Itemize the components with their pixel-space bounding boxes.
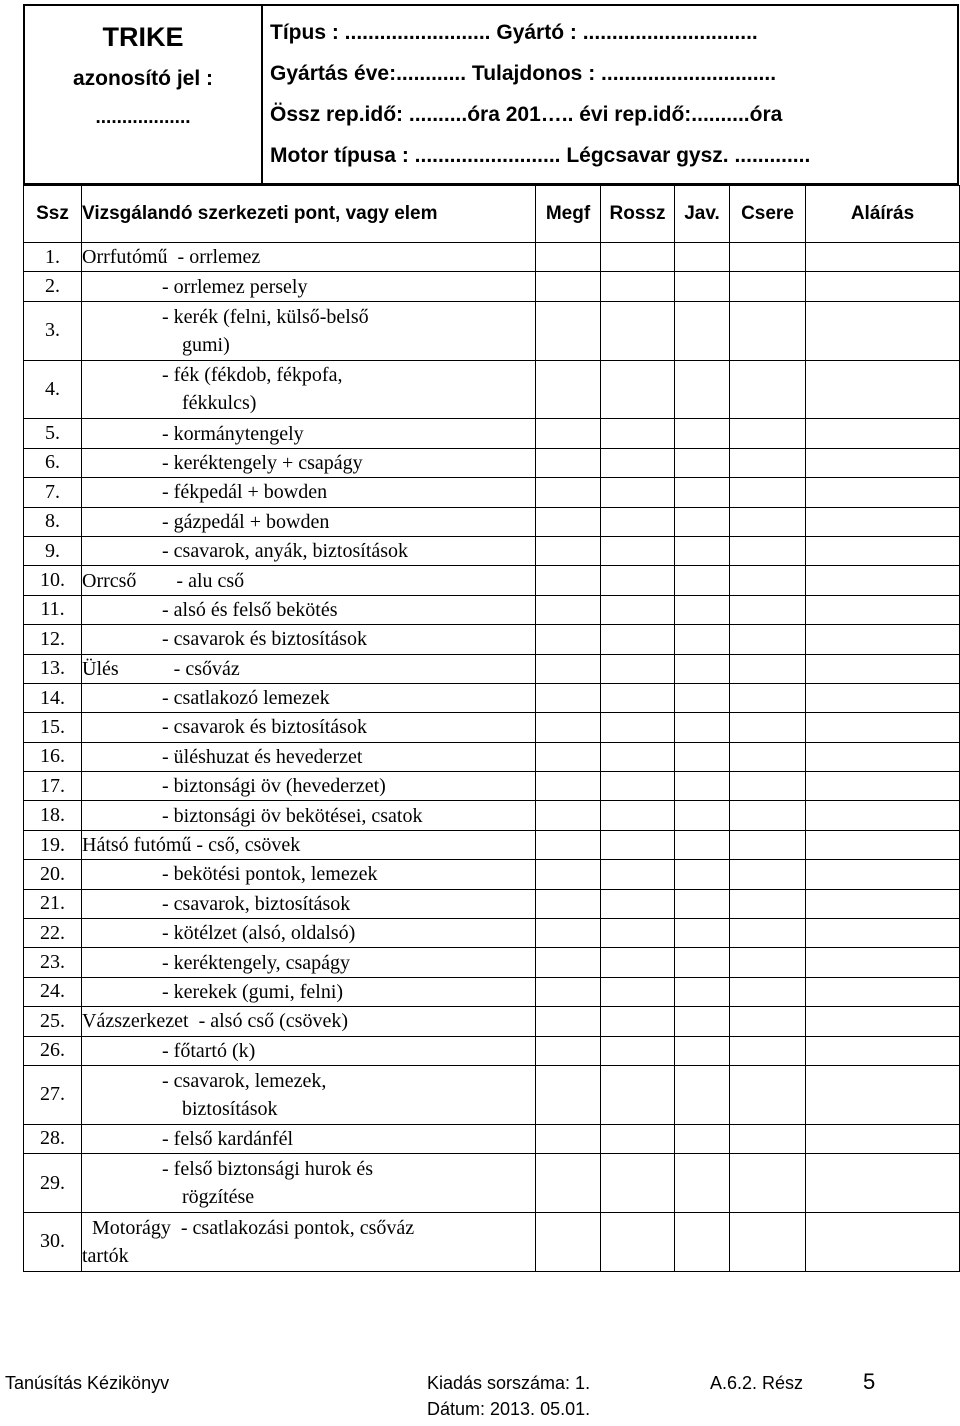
megf-cell[interactable] <box>536 860 601 889</box>
table-row <box>24 860 960 889</box>
megf-cell[interactable] <box>536 742 601 771</box>
megf-cell[interactable] <box>536 889 601 918</box>
row-number: 22. <box>24 919 82 948</box>
csere-cell[interactable] <box>730 478 806 507</box>
jav-cell[interactable] <box>675 772 730 801</box>
row-description: - csavarok, lemezek, biztosítások <box>82 1065 536 1124</box>
rossz-cell[interactable] <box>601 360 675 419</box>
rossz-cell[interactable] <box>601 713 675 742</box>
alairas-cell[interactable] <box>806 948 960 977</box>
megf-cell[interactable] <box>536 1124 601 1153</box>
csere-cell[interactable] <box>730 889 806 918</box>
col-header-jav: Jav. <box>675 186 730 243</box>
csere-cell[interactable] <box>730 713 806 742</box>
table-row <box>24 889 960 918</box>
row-description: - biztonsági öv bekötései, csatok <box>82 801 536 830</box>
csere-cell[interactable] <box>730 801 806 830</box>
alairas-cell[interactable] <box>806 448 960 477</box>
alairas-cell[interactable] <box>806 301 960 360</box>
alairas-cell[interactable] <box>806 654 960 683</box>
table-row <box>24 243 960 272</box>
rossz-cell[interactable] <box>601 1036 675 1065</box>
table-row <box>24 478 960 507</box>
alairas-cell[interactable] <box>806 830 960 859</box>
jav-cell[interactable] <box>675 243 730 272</box>
csere-cell[interactable] <box>730 243 806 272</box>
rossz-cell[interactable] <box>601 243 675 272</box>
megf-cell[interactable] <box>536 801 601 830</box>
csere-cell[interactable] <box>730 948 806 977</box>
table-row <box>24 360 960 419</box>
col-header-megf: Megf <box>536 186 601 243</box>
jav-cell[interactable] <box>675 683 730 712</box>
row-number: 1. <box>24 243 82 272</box>
rossz-cell[interactable] <box>601 625 675 654</box>
row-number: 11. <box>24 595 82 624</box>
alairas-cell[interactable] <box>806 977 960 1006</box>
csere-cell[interactable] <box>730 536 806 565</box>
csere-cell[interactable] <box>730 301 806 360</box>
csere-cell[interactable] <box>730 625 806 654</box>
megf-cell[interactable] <box>536 625 601 654</box>
row-number: 27. <box>24 1065 82 1124</box>
table-row <box>24 1154 960 1213</box>
csere-cell[interactable] <box>730 654 806 683</box>
trike-id-cell <box>25 6 263 183</box>
alairas-cell[interactable] <box>806 889 960 918</box>
row-number: 9. <box>24 536 82 565</box>
megf-cell[interactable] <box>536 1036 601 1065</box>
csere-cell[interactable] <box>730 1212 806 1271</box>
alairas-cell[interactable] <box>806 1065 960 1124</box>
csere-cell[interactable] <box>730 272 806 301</box>
info-line-motor[interactable]: Motor típusa : ......................... Légcsavar gysz. ............. <box>270 144 811 167</box>
rossz-cell[interactable] <box>601 889 675 918</box>
row-description: - kerekek (gumi, felni) <box>82 977 536 1006</box>
rossz-cell[interactable] <box>601 419 675 448</box>
row-description: - csatlakozó lemezek <box>82 683 536 712</box>
alairas-cell[interactable] <box>806 536 960 565</box>
csere-cell[interactable] <box>730 507 806 536</box>
csere-cell[interactable] <box>730 419 806 448</box>
table-row <box>24 772 960 801</box>
rossz-cell[interactable] <box>601 683 675 712</box>
csere-cell[interactable] <box>730 1007 806 1036</box>
megf-cell[interactable] <box>536 301 601 360</box>
megf-cell[interactable] <box>536 772 601 801</box>
jav-cell[interactable] <box>675 919 730 948</box>
alairas-cell[interactable] <box>806 272 960 301</box>
csere-cell[interactable] <box>730 683 806 712</box>
jav-cell[interactable] <box>675 948 730 977</box>
row-number: 12. <box>24 625 82 654</box>
row-description: - biztonsági öv (hevederzet) <box>82 772 536 801</box>
row-description: - felső biztonsági hurok és rögzítése <box>82 1154 536 1213</box>
row-number: 26. <box>24 1036 82 1065</box>
rossz-cell[interactable] <box>601 595 675 624</box>
alairas-cell[interactable] <box>806 1036 960 1065</box>
csere-cell[interactable] <box>730 860 806 889</box>
csere-cell[interactable] <box>730 1065 806 1124</box>
csere-cell[interactable] <box>730 919 806 948</box>
table-row <box>24 448 960 477</box>
table-row <box>24 1212 960 1271</box>
jav-cell[interactable] <box>675 478 730 507</box>
jav-cell[interactable] <box>675 1036 730 1065</box>
row-description: - kormánytengely <box>82 419 536 448</box>
row-number: 4. <box>24 360 82 419</box>
row-number: 25. <box>24 1007 82 1036</box>
alairas-cell[interactable] <box>806 625 960 654</box>
jav-cell[interactable] <box>675 1007 730 1036</box>
table-row <box>24 536 960 565</box>
jav-cell[interactable] <box>675 1154 730 1213</box>
alairas-cell[interactable] <box>806 713 960 742</box>
footer-resz: A.6.2. Rész <box>710 1373 804 1393</box>
megf-cell[interactable] <box>536 595 601 624</box>
rossz-cell[interactable] <box>601 478 675 507</box>
row-number: 5. <box>24 419 82 448</box>
alairas-cell[interactable] <box>806 360 960 419</box>
row-description: - főtartó (k) <box>82 1036 536 1065</box>
megf-cell[interactable] <box>536 478 601 507</box>
header-box <box>23 4 959 185</box>
info-line-repido[interactable]: Össz rep.idő: ..........óra 201….. évi rep.idő:..........óra <box>270 103 783 126</box>
alairas-cell[interactable] <box>806 595 960 624</box>
jav-cell[interactable] <box>675 507 730 536</box>
rossz-cell[interactable] <box>601 772 675 801</box>
megf-cell[interactable] <box>536 360 601 419</box>
alairas-cell[interactable] <box>806 419 960 448</box>
jav-cell[interactable] <box>675 625 730 654</box>
rossz-cell[interactable] <box>601 301 675 360</box>
table-row <box>24 595 960 624</box>
csere-cell[interactable] <box>730 1124 806 1153</box>
jav-cell[interactable] <box>675 272 730 301</box>
alairas-cell[interactable] <box>806 566 960 595</box>
rossz-cell[interactable] <box>601 1124 675 1153</box>
alairas-cell[interactable] <box>806 860 960 889</box>
rossz-cell[interactable] <box>601 948 675 977</box>
footer-page-number: 5 <box>863 1369 876 1394</box>
megf-cell[interactable] <box>536 830 601 859</box>
jav-cell[interactable] <box>675 1212 730 1271</box>
jav-cell[interactable] <box>675 742 730 771</box>
rossz-cell[interactable] <box>601 1154 675 1213</box>
table-row <box>24 654 960 683</box>
row-description: - bekötési pontok, lemezek <box>82 860 536 889</box>
table-row <box>24 1036 960 1065</box>
megf-cell[interactable] <box>536 243 601 272</box>
table-row <box>24 301 960 360</box>
jav-cell[interactable] <box>675 713 730 742</box>
row-number: 19. <box>24 830 82 859</box>
row-description: - csavarok, anyák, biztosítások <box>82 536 536 565</box>
row-number: 16. <box>24 742 82 771</box>
rossz-cell[interactable] <box>601 919 675 948</box>
table-row <box>24 1007 960 1036</box>
csere-cell[interactable] <box>730 742 806 771</box>
row-description: - fékpedál + bowden <box>82 478 536 507</box>
megf-cell[interactable] <box>536 919 601 948</box>
alairas-cell[interactable] <box>806 1124 960 1153</box>
table-row <box>24 1124 960 1153</box>
megf-cell[interactable] <box>536 566 601 595</box>
row-description: - csavarok és biztosítások <box>82 713 536 742</box>
trike-title: TRIKE <box>102 22 184 52</box>
jav-cell[interactable] <box>675 860 730 889</box>
alairas-cell[interactable] <box>806 919 960 948</box>
alairas-cell[interactable] <box>806 772 960 801</box>
row-description: - gázpedál + bowden <box>82 507 536 536</box>
table-row <box>24 625 960 654</box>
table-header-row <box>24 186 960 243</box>
megf-cell[interactable] <box>536 948 601 977</box>
rossz-cell[interactable] <box>601 1065 675 1124</box>
megf-cell[interactable] <box>536 507 601 536</box>
row-description: - csavarok, biztosítások <box>82 889 536 918</box>
table-body <box>24 243 960 1272</box>
table-row <box>24 713 960 742</box>
rossz-cell[interactable] <box>601 1007 675 1036</box>
table-row <box>24 830 960 859</box>
alairas-cell[interactable] <box>806 507 960 536</box>
row-description: - felső kardánfél <box>82 1124 536 1153</box>
jav-cell[interactable] <box>675 595 730 624</box>
jav-cell[interactable] <box>675 1124 730 1153</box>
table-row <box>24 1065 960 1124</box>
jav-cell[interactable] <box>675 654 730 683</box>
row-number: 23. <box>24 948 82 977</box>
rossz-cell[interactable] <box>601 1212 675 1271</box>
row-number: 14. <box>24 683 82 712</box>
megf-cell[interactable] <box>536 536 601 565</box>
col-header-vizsgalando: Vizsgálandó szerkezeti pont, vagy elem <box>82 186 536 243</box>
csere-cell[interactable] <box>730 595 806 624</box>
table-row <box>24 977 960 1006</box>
rossz-cell[interactable] <box>601 830 675 859</box>
alairas-cell[interactable] <box>806 1007 960 1036</box>
col-header-alairas: Aláírás <box>806 186 960 243</box>
megf-cell[interactable] <box>536 272 601 301</box>
rossz-cell[interactable] <box>601 536 675 565</box>
row-description: Ülés - csőváz <box>82 654 536 683</box>
row-number: 10. <box>24 566 82 595</box>
row-description: - fék (fékdob, fékpofa, fékkulcs) <box>82 360 536 419</box>
rossz-cell[interactable] <box>601 801 675 830</box>
info-line-tipus[interactable]: Típus : ......................... Gyártó : .............................. <box>270 21 758 44</box>
alairas-cell[interactable] <box>806 243 960 272</box>
row-description: Hátsó futómű - cső, csövek <box>82 830 536 859</box>
jav-cell[interactable] <box>675 977 730 1006</box>
rossz-cell[interactable] <box>601 977 675 1006</box>
table-row <box>24 419 960 448</box>
jav-cell[interactable] <box>675 301 730 360</box>
table-row <box>24 919 960 948</box>
jav-cell[interactable] <box>675 448 730 477</box>
row-number: 29. <box>24 1154 82 1213</box>
megf-cell[interactable] <box>536 1007 601 1036</box>
row-description: - kötélzet (alsó, oldalsó) <box>82 919 536 948</box>
row-description: - üléshuzat és hevederzet <box>82 742 536 771</box>
megf-cell[interactable] <box>536 1212 601 1271</box>
row-description: - orrlemez persely <box>82 272 536 301</box>
alairas-cell[interactable] <box>806 1154 960 1213</box>
row-description: - keréktengely, csapágy <box>82 948 536 977</box>
rossz-cell[interactable] <box>601 654 675 683</box>
row-description: Orrcső - alu cső <box>82 566 536 595</box>
col-header-rossz: Rossz <box>601 186 675 243</box>
row-description: Vázszerkezet - alsó cső (csövek) <box>82 1007 536 1036</box>
info-line-gyartas[interactable]: Gyártás éve:............ Tulajdonos : .............................. <box>270 62 777 85</box>
csere-cell[interactable] <box>730 360 806 419</box>
jav-cell[interactable] <box>675 566 730 595</box>
megf-cell[interactable] <box>536 448 601 477</box>
jav-cell[interactable] <box>675 889 730 918</box>
rossz-cell[interactable] <box>601 272 675 301</box>
trike-id-label: azonosító jel : <box>72 67 213 90</box>
table-row <box>24 566 960 595</box>
rossz-cell[interactable] <box>601 566 675 595</box>
row-number: 21. <box>24 889 82 918</box>
table-row <box>24 948 960 977</box>
col-header-csere: Csere <box>730 186 806 243</box>
page-footer <box>0 1366 960 1426</box>
csere-cell[interactable] <box>730 830 806 859</box>
table-row <box>24 742 960 771</box>
table-row <box>24 801 960 830</box>
info-cell <box>263 6 957 183</box>
inspection-table <box>23 185 960 1272</box>
row-number: 17. <box>24 772 82 801</box>
table-row <box>24 683 960 712</box>
jav-cell[interactable] <box>675 360 730 419</box>
row-description: - keréktengely + csapágy <box>82 448 536 477</box>
row-number: 15. <box>24 713 82 742</box>
trike-id-field[interactable]: .................. <box>95 107 191 128</box>
rossz-cell[interactable] <box>601 448 675 477</box>
footer-manual: Tanúsítás Kézikönyv <box>5 1373 170 1393</box>
megf-cell[interactable] <box>536 713 601 742</box>
rossz-cell[interactable] <box>601 507 675 536</box>
jav-cell[interactable] <box>675 830 730 859</box>
jav-cell[interactable] <box>675 536 730 565</box>
alairas-cell[interactable] <box>806 478 960 507</box>
table-row <box>24 272 960 301</box>
row-number: 2. <box>24 272 82 301</box>
csere-cell[interactable] <box>730 772 806 801</box>
megf-cell[interactable] <box>536 683 601 712</box>
megf-cell[interactable] <box>536 419 601 448</box>
megf-cell[interactable] <box>536 654 601 683</box>
footer-kiadas: Kiadás sorszáma: 1. <box>427 1373 591 1393</box>
row-number: 6. <box>24 448 82 477</box>
row-description: - alsó és felső bekötés <box>82 595 536 624</box>
row-description: - csavarok és biztosítások <box>82 625 536 654</box>
megf-cell[interactable] <box>536 1154 601 1213</box>
row-number: 8. <box>24 507 82 536</box>
row-description: Motorágy - csatlakozási pontok, csőváz tartók <box>82 1212 536 1271</box>
footer-datum: Dátum: 2013. 05.01. <box>427 1399 591 1419</box>
jav-cell[interactable] <box>675 801 730 830</box>
row-number: 3. <box>24 301 82 360</box>
row-number: 30. <box>24 1212 82 1271</box>
csere-cell[interactable] <box>730 448 806 477</box>
megf-cell[interactable] <box>536 1065 601 1124</box>
row-number: 24. <box>24 977 82 1006</box>
jav-cell[interactable] <box>675 419 730 448</box>
alairas-cell[interactable] <box>806 801 960 830</box>
row-description: - kerék (felni, külső-belső gumi) <box>82 301 536 360</box>
row-description: Orrfutómű - orrlemez <box>82 243 536 272</box>
row-number: 13. <box>24 654 82 683</box>
alairas-cell[interactable] <box>806 683 960 712</box>
rossz-cell[interactable] <box>601 860 675 889</box>
rossz-cell[interactable] <box>601 742 675 771</box>
jav-cell[interactable] <box>675 1065 730 1124</box>
row-number: 28. <box>24 1124 82 1153</box>
csere-cell[interactable] <box>730 977 806 1006</box>
csere-cell[interactable] <box>730 1036 806 1065</box>
csere-cell[interactable] <box>730 1154 806 1213</box>
table-row <box>24 507 960 536</box>
alairas-cell[interactable] <box>806 1212 960 1271</box>
megf-cell[interactable] <box>536 977 601 1006</box>
col-header-ssz: Ssz <box>24 186 82 243</box>
row-number: 20. <box>24 860 82 889</box>
row-number: 18. <box>24 801 82 830</box>
csere-cell[interactable] <box>730 566 806 595</box>
alairas-cell[interactable] <box>806 742 960 771</box>
row-number: 7. <box>24 478 82 507</box>
